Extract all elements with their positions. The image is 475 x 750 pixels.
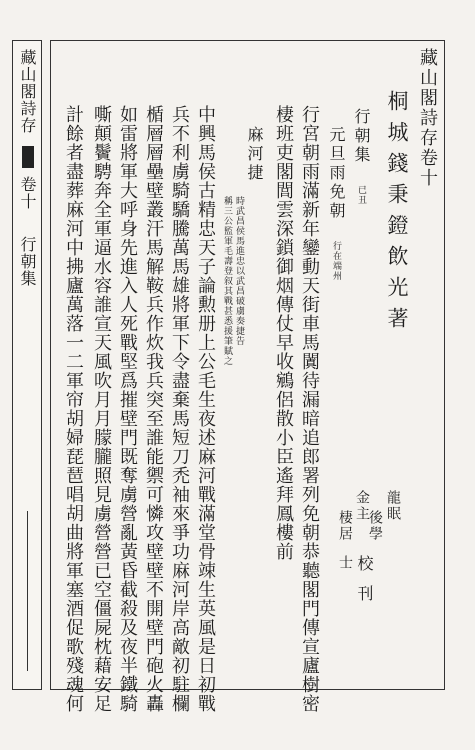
editor-seal-2: 後學 bbox=[367, 510, 383, 542]
poem2-line-3: 楯層層壘壁叢汗馬解鞍兵作炊我兵突至誰能禦可憐攻壁壁不開壁門砲火轟 bbox=[143, 105, 164, 713]
collation-label: 校刊 bbox=[355, 555, 374, 615]
poem1-heading bbox=[328, 126, 344, 281]
editor-seal-3: 金主 bbox=[354, 490, 370, 522]
margin-section: 行朝集 bbox=[18, 236, 37, 287]
margin-title: 藏山閣詩存 bbox=[18, 49, 37, 134]
poem1-title: 元旦雨免朝 bbox=[327, 126, 346, 221]
editor-seal-5: 士 bbox=[337, 555, 353, 571]
poem2-line-1: 中興馬侯古精忠天子論勲册上公毛生夜述麻河戰滿堂骨竦生英風是日初戰 bbox=[195, 105, 216, 713]
section-heading bbox=[353, 108, 369, 205]
fold-mark bbox=[22, 146, 34, 168]
poem2-line-2: 兵不利虜騎驕騰萬馬雄將軍下令盡棄馬短刀禿袖來爭功麻河岸高敵初駐欄 bbox=[169, 105, 190, 713]
poem1-line-2: 棲班吏閣閭雲深鎖御烟傳仗早收鵷侶散小臣遙拜鳳樓前 bbox=[273, 105, 294, 561]
section-label: 行朝集 bbox=[352, 108, 371, 165]
editor-seal-1: 龍眠 bbox=[385, 490, 401, 522]
editor-seal-4: 棲居 bbox=[337, 510, 353, 542]
poem2-title: 麻河捷 bbox=[245, 126, 264, 183]
poem2-line-6: 計餘者盡葬麻河中拂廬萬落一二軍帘胡婦琵琶唱胡曲將軍塞酒促歌殘魂何 bbox=[63, 105, 84, 713]
book-title: 藏山閣詩存卷十 bbox=[417, 48, 438, 188]
author-byline: 桐城錢秉鐙飲光著 bbox=[385, 90, 409, 338]
poem2-heading bbox=[246, 126, 262, 183]
poem2-note-1: 時武昌侯馬進忠以武昌破虜奏捷告 bbox=[234, 196, 244, 346]
section-year: 已丑 bbox=[356, 185, 366, 205]
poem1-line-1: 行宮朝雨滿新年鑾動天街車馬闐待漏暗追郎署列免朝恭聽閣門傳宣廬樹密 bbox=[299, 105, 320, 713]
poem2-line-4: 如雷將軍大呼身先進入人死戰堅爲摧壁門既奪虜營亂黃昏截殺及夜半鐵騎 bbox=[117, 105, 138, 713]
fold-margin bbox=[12, 40, 42, 690]
poem1-note: 行在端州 bbox=[331, 241, 341, 281]
poem2-line-5: 嘶顛鬢騁奔全軍逼水容誰宣天風吹月月朦朧照見虜營營已空僵屍枕藉安足 bbox=[91, 105, 112, 713]
fold-line bbox=[27, 511, 28, 671]
poem2-note-2: 稱三公監軍毛壽登叙其戰甚悉援筆賦之 bbox=[222, 196, 232, 366]
margin-volume: 卷十 bbox=[18, 176, 37, 210]
